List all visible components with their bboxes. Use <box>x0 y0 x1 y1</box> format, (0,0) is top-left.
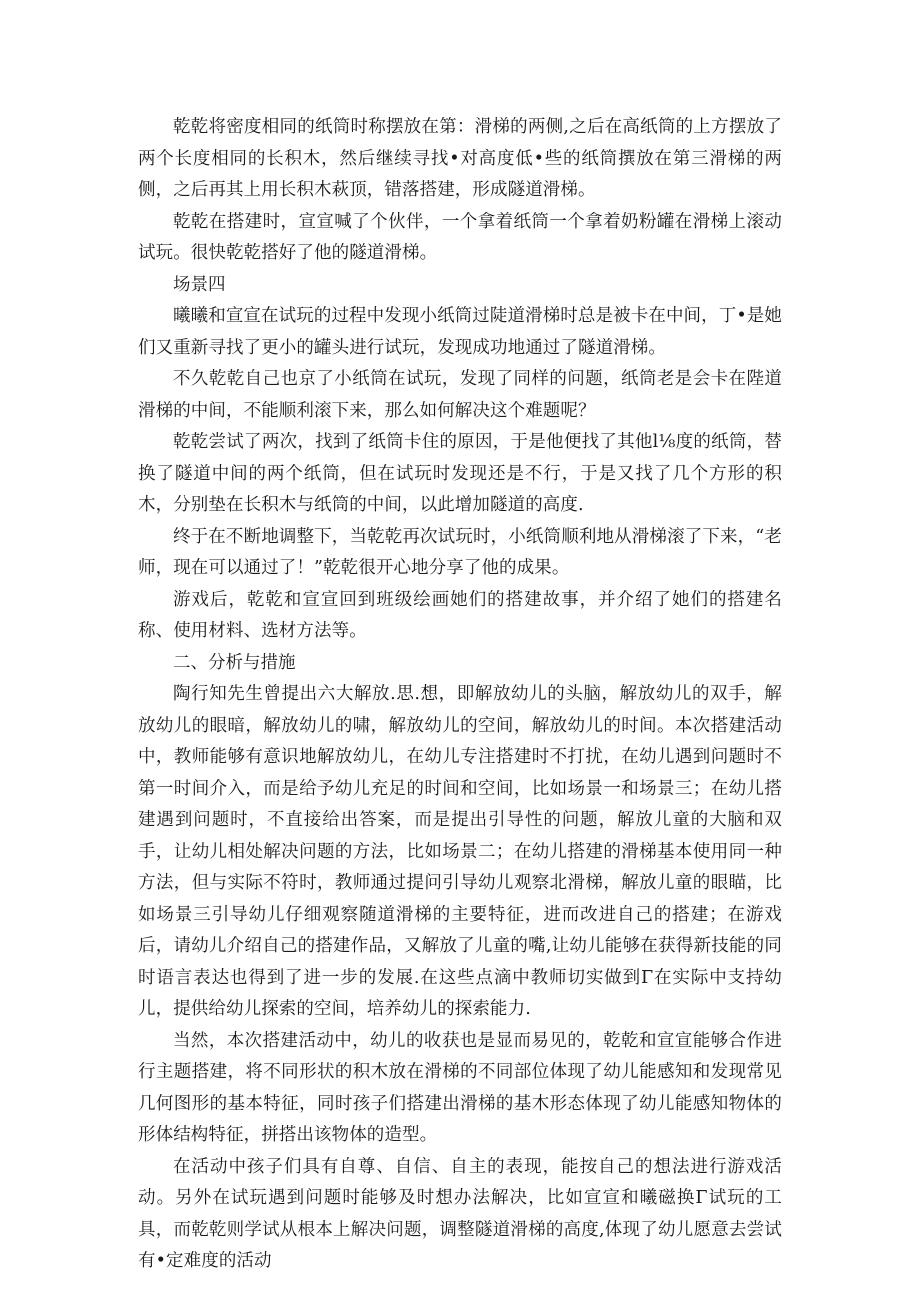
paragraph: 游戏后，乾乾和宣宣回到班级绘画她们的搭建故事，并介绍了她们的搭建名称、使用材料、选材方法等。 <box>138 589 782 641</box>
paragraph: 曦曦和宣宣在试玩的过程中发现小纸筒过陡道滑梯时总是被卡在中间，丁•是她们又重新寻找了更小的罐头进行试玩，发现成功地通过了隧道滑梯。 <box>138 306 782 358</box>
document-page <box>138 112 782 1278</box>
paragraph: 乾乾将密度相同的纸筒时称摆放在第：滑梯的两侧,之后在高纸筒的上方摆放了两个长度相同的长积木，然后继续寻找•对高度低•些的纸筒撰放在第三滑梯的两侧，之后再其上用长积木萩顶，错落搭建，形成隧道滑梯。 <box>138 117 782 200</box>
section-heading: 场景四 <box>173 274 226 295</box>
section-heading: 二、分析与措施 <box>173 652 296 673</box>
paragraph: 乾乾尝试了两次，找到了纸筒卡住的原因，于是他便找了其他l⅛度的纸筒，替换了隧道中间的两个纸筒，但在试玩时发现还是不行，于是又找了几个方形的积木，分别垫在长积木与纸筒的中间，以此增加隧道的高度. <box>138 432 782 515</box>
paragraph: 陶行知先生曾提出六大解放.思.想，即解放幼儿的头脑，解放幼儿的双手，解放幼儿的眼暗，解放幼儿的啸，解放幼儿的空间，解放幼儿的时间。本次搭建活动中，教师能够有意识地解放幼儿，在幼儿专注搭建时不打扰，在幼儿遇到问题时不第一时间介入，而是给予幼儿充足的时间和空间，比如场景一和场景三；在幼儿搭建遇到问题时，不直接给出答案，而是提出引导性的问题，解放儿童的大脑和双手，让幼儿相处解决问题的方法，比如场景二；在幼儿搭建的滑梯基本使用同一种方法，但与实际不符时，教师通过提问引导幼儿观察北滑梯，解放儿童的眼瞄，比如场景三引导幼儿仔细观察随道滑梯的主要特征，进而改进自己的搭建；在游戏后，请幼儿介绍自己的搭建作品，又解放了儿童的嘴,让幼儿能够在获得新技能的同时语言表达也得到了进一步的发展.在这些点滴中教师切实做到Γ在实际中支持幼儿，提供给幼儿探索的空间，培养幼儿的探索能力. <box>138 684 782 1019</box>
paragraph: 在活动中孩子们具有自尊、自信、自主的表现，能按自己的想法进行游戏活动。另外在试玩遇到问题时能够及时想办法解决，比如宣宣和曦磁换Γ试玩的工具，而乾乾则学试从根本上解决问题，调整隧道滑梯的高度,体现了幼儿愿意去尝试有•定难度的活动 <box>138 1156 782 1271</box>
paragraph: 乾乾在搭建时，宣宣喊了个伙伴，一个拿着纸筒一个拿着奶粉罐在滑梯上滚动试玩。很快乾乾搭好了他的隧道滑梯。 <box>138 211 782 263</box>
paragraph: 当然，本次搭建活动中，幼儿的收获也是显而易见的，乾乾和宣宣能够合作进行主题搭建，将不同形状的积木放在滑梯的不同部位体现了幼儿能感知和发现常见几何图形的基本特征，同时孩子们搭建出滑梯的基木形态体现了幼儿能感知物体的形体结构特征，拼搭出该物体的造型。 <box>138 1030 782 1145</box>
paragraph: 终于在不断地调整下，当乾乾再次试玩时，小纸筒顺利地从滑梯滚了下来，“老师，现在可以通过了！”乾乾很开心地分享了他的成果。 <box>138 526 782 578</box>
paragraph: 不久乾乾自己也京了小纸筒在试玩，发现了同样的问题，纸筒老是会卡在陛道滑梯的中间，不能顺利滚下来，那么如何解决这个难题呢？ <box>138 369 782 421</box>
